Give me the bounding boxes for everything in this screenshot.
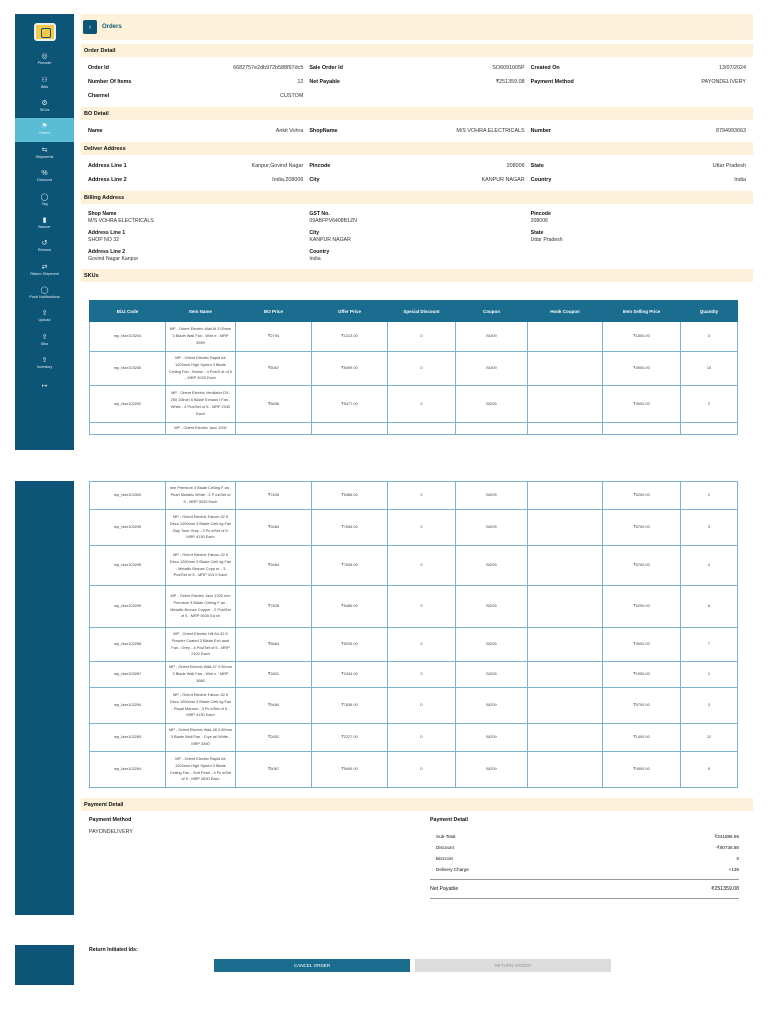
column-header: Coupon: [456, 301, 528, 322]
column-header: BO Price: [236, 301, 312, 322]
table-cell: ₹2794: [236, 322, 312, 352]
sidebar-item-label: Push Notifications: [29, 295, 60, 300]
table-cell: ₹4900.00: [603, 752, 681, 788]
table-cell: MP - Orient Electric Falcon 42 5 Deco 1200mm 3 Blade Ceili ng Fan - Royal Maroon - 3 Pc s/Set of 5 - MRP 4130 Each: [166, 688, 236, 724]
bo-name-field: Name Ankit Vohra: [88, 128, 304, 134]
table-row[interactable]: [90, 546, 738, 586]
table-cell: 5: [681, 752, 738, 788]
bo-number-field: Number 8794993663: [530, 128, 746, 134]
table-cell: MP - Orient Electric Rapid Air 1200mm High Speed 3 Blade Ceiling Fan - Soft Pearl - 4 Pc s/Set of 5 - MRP 2830 Each: [166, 752, 236, 788]
table-cell: BIZ09: [456, 386, 528, 423]
table-cell: ₹5700.00: [603, 688, 681, 724]
net-payable-row: Net Payable ₹251359.08: [430, 879, 739, 899]
number-of-items-field: Number Of Items 12: [88, 79, 304, 85]
table-cell: ₹1400.00: [603, 724, 681, 752]
table-row[interactable]: [90, 586, 738, 628]
table-cell: ₹5700.00: [603, 546, 681, 586]
table-cell: [681, 423, 738, 435]
nav-icon: ◯: [40, 193, 49, 201]
table-row[interactable]: [90, 724, 738, 752]
table-cell: MP - Orient Electric Jazz 1200: [166, 423, 236, 435]
table-cell: ₹5200.00: [603, 586, 681, 628]
table-cell: [528, 386, 603, 423]
nav-icon: ⇪: [41, 357, 48, 365]
nav-icon: ◯: [40, 287, 49, 295]
created-on-field: Created On 13/07/2024: [530, 65, 746, 71]
sidebar-item-label: Bills: [41, 84, 48, 89]
table-cell: ₹5067: [236, 352, 312, 386]
nav-icon: ▮: [42, 216, 47, 224]
sidebar-footer: [15, 945, 74, 985]
table-cell: BIZ09: [456, 510, 528, 546]
table-cell: MP - Orient Electric Jazz 1200 mm Premium 3 Blade Ceiling F an - Metallic Bronze Copper - 2 Pcs/Set of 5 - MRP 5030 Ea ch: [166, 586, 236, 628]
sidebar-item[interactable]: [15, 48, 74, 71]
table-cell: ₹7628: [236, 482, 312, 510]
table-cell: 12: [681, 724, 738, 752]
billing-shop-name: Shop Name M/S VOHRA ELECTRICALS: [88, 211, 154, 224]
nav-icon: ⇆: [41, 146, 48, 154]
sidebar-item-label: Inventory: [36, 365, 53, 370]
table-cell: BIZ09: [456, 322, 528, 352]
column-header: Item Selling Price: [603, 301, 681, 322]
table-cell: MP - Orient Electric Wall-fit 3 00mm 3 Blade Wall Fan - Whit e - MRP 3590: [166, 322, 236, 352]
nav-icon: ⇪: [41, 310, 48, 318]
table-cell: mp_bizz103295: [90, 510, 166, 546]
table-cell: ₹5486.00: [312, 586, 388, 628]
table-cell: [528, 546, 603, 586]
nav-icon: %: [41, 170, 48, 178]
table-cell: mp_bizz103299: [90, 586, 166, 628]
header-bar: [81, 14, 753, 40]
table-cell: [528, 510, 603, 546]
table-cell: [90, 423, 166, 435]
table-cell: [236, 423, 312, 435]
table-cell: ₹7636.00: [312, 688, 388, 724]
table-cell: BIZ09: [456, 482, 528, 510]
table-cell: 0: [388, 482, 456, 510]
table-cell: ₹4900.00: [603, 352, 681, 386]
return-order-button[interactable]: RETURN ORDER: [415, 959, 611, 972]
nav-icon: ⚇: [41, 76, 48, 84]
payment-line: Delivery Charge +139: [436, 867, 739, 872]
sidebar-continued: [15, 481, 74, 915]
billing-city: City KANPUR NAGAR: [309, 230, 351, 243]
column-header: Item Name: [166, 301, 236, 322]
table-cell: BIZ09: [456, 752, 528, 788]
table-cell: ₹5235.00: [312, 628, 388, 662]
table-cell: ₹2434.00: [312, 662, 388, 688]
sidebar-item[interactable]: [15, 118, 74, 141]
table-cell: mp_bizz103294: [90, 688, 166, 724]
table-row[interactable]: [90, 628, 738, 662]
table-cell: mp_bizz103288: [90, 628, 166, 662]
section-deliver-address: Deliver Address: [81, 142, 753, 155]
table-cell: 3: [681, 510, 738, 546]
table-cell: [528, 688, 603, 724]
table-cell: [528, 662, 603, 688]
table-cell: BIZ09: [456, 586, 528, 628]
sidebar-item-label: Pincode: [37, 61, 52, 66]
section-skus: SKUs: [81, 269, 753, 282]
sidebar-item[interactable]: [15, 282, 74, 305]
table-cell: ₹5486.00: [312, 482, 388, 510]
table-cell: 0: [388, 386, 456, 423]
table-cell: ₹9484: [236, 510, 312, 546]
table-cell: mm Premium 3 Blade Ceiling F an - Pearl Metallic White - 2 P cs/Set of 5 - MRP 5030 Each: [166, 482, 236, 510]
table-cell: [528, 352, 603, 386]
deliver-pincode-field: Pincode 208006: [309, 163, 525, 169]
table-cell: ₹7636.00: [312, 510, 388, 546]
table-cell: ₹1950.00: [603, 662, 681, 688]
table-cell: 2: [681, 482, 738, 510]
nav-icon: ◎: [41, 53, 48, 61]
table-cell: ₹1313.00: [312, 322, 388, 352]
table-cell: ₹9484: [236, 688, 312, 724]
sidebar-item-label: Sitor: [40, 341, 49, 346]
nav-icon: ⚙: [41, 99, 48, 107]
sidebar-item-label: Orders: [38, 131, 51, 136]
table-cell: [528, 482, 603, 510]
table-row[interactable]: [90, 322, 738, 352]
deliver-country-field: Country India: [530, 177, 746, 183]
billing-state: State Uttar Pradesh: [530, 230, 563, 243]
table-cell: 0: [388, 510, 456, 546]
column-header: Quantity: [681, 301, 738, 322]
table-cell: [603, 423, 681, 435]
app-logo[interactable]: [34, 23, 56, 41]
payment-summary-block: Payment Detail Sub-Total ₹341886.96 Discount -₹90736.88 Bizzcoin 0 Delivery Charge +139 Net Payable ₹251359.08: [406, 811, 753, 905]
sidebar-item[interactable]: [15, 305, 74, 328]
table-cell: ₹5700.00: [603, 510, 681, 546]
table-cell: ₹2227.00: [312, 724, 388, 752]
table-cell: MP - Orient Electric Falcon 42 5 Deco 1200mm 3 Blade Ceili ng Fan - Bay Tone Grey - 3 Pc s/Set of 5 - MRP 4130 Each: [166, 510, 236, 546]
nav-icon: ⚑: [41, 123, 48, 131]
table-cell: 3: [681, 688, 738, 724]
table-cell: MP - Orient Electric Wall-47 4 00mm 3 Blade Wall Fan - Whit e - MRP 3680: [166, 662, 236, 688]
table-cell: ₹5684: [236, 628, 312, 662]
table-cell: mp_bizz103264: [90, 752, 166, 788]
table-cell: ₹5067: [236, 752, 312, 788]
billing-country: Country India: [309, 249, 330, 262]
table-cell: 0: [388, 688, 456, 724]
table-cell: mp_bizz103255: [90, 352, 166, 386]
table-cell: 2: [681, 386, 738, 423]
table-cell: BIZ09: [456, 688, 528, 724]
deliver-line1-field: Address Line 1 Kanpur,Govind Nagar: [88, 163, 304, 169]
table-cell: [528, 322, 603, 352]
nav-icon: ⇪: [41, 333, 48, 341]
table-cell: 0: [388, 322, 456, 352]
page-title: Orders: [102, 24, 122, 30]
order-id-field: Order Id 6682757e2db972b588f97dc5: [88, 65, 304, 71]
payment-line: Bizzcoin 0: [436, 856, 739, 861]
cancel-order-button[interactable]: CANCEL ORDER: [214, 959, 410, 972]
payment-method-block: Payment Method PAYONDELIVERY: [89, 817, 133, 835]
sidebar-item[interactable]: [15, 235, 74, 258]
table-cell: ₹7636.00: [312, 546, 388, 586]
table-cell: 7: [681, 628, 738, 662]
sidebar-item-label: Shipments: [35, 154, 54, 159]
payment-line: Sub-Total ₹341886.96: [436, 833, 739, 839]
table-cell: BIZ09: [456, 546, 528, 586]
column-header: Hook Coupon: [528, 301, 603, 322]
sidebar-item[interactable]: [15, 212, 74, 235]
deliver-line2-field: Address Line 2 India,208006: [88, 177, 304, 183]
sidebar-item-label: Upload: [38, 318, 51, 323]
sidebar-item-label: Discount: [37, 178, 52, 183]
table-cell: ₹5656: [236, 386, 312, 423]
table-cell: BIZ09: [456, 724, 528, 752]
table-cell: ₹5499.00: [312, 352, 388, 386]
table-cell: mp_bizz103287: [90, 662, 166, 688]
nav-icon: ↦: [41, 383, 48, 391]
table-cell: ₹2652: [236, 724, 312, 752]
table-cell: MP - Orient Electric Ventilator DX-250 10inch 5 Blade Exhaus t Fan - White - 4 Pcs/Set of 5 - MRP 2240 Each: [166, 386, 236, 423]
sidebar-nav: [15, 48, 74, 399]
payment-method-field: Payment Method PAYONDELIVERY: [530, 79, 746, 85]
order-page: [81, 14, 753, 450]
table-cell: mp_bizz103300: [90, 482, 166, 510]
payment-line: Discount -₹90736.88: [436, 844, 739, 850]
section-bo-detail: BO Detail: [81, 107, 753, 120]
table-cell: ₹9484: [236, 546, 312, 586]
column-header: Special Discount: [388, 301, 456, 322]
sidebar: [15, 14, 74, 450]
table-cell: mp_bizz103295: [90, 546, 166, 586]
table-cell: ₹7628: [236, 586, 312, 628]
section-payment-detail: Payment Detail: [81, 798, 753, 811]
table-cell: [456, 423, 528, 435]
table-cell: 1: [681, 662, 738, 688]
table-row[interactable]: [90, 386, 738, 423]
table-cell: MP - Orient Electric Wall-48 4 00mm 3 Blade Wall Fan - Crys tal White - MRP 3360: [166, 724, 236, 752]
sidebar-item-label: Tag: [41, 201, 48, 206]
sidebar-item[interactable]: [15, 142, 74, 165]
table-cell: ₹5477.00: [312, 386, 388, 423]
sidebar-item-label: Returns: [37, 248, 52, 253]
table-cell: MP - Orient Electric Rapid Air 1200mm High Speed 3 Blade Ceiling Fan - Brown - 4 Pcs/S et of 5 - MRP 2030 Each: [166, 352, 236, 386]
table-cell: MP - Orient Electric Hill Air 42 5 Powder Coated 3 Blade Exh aust Fan - Grey - 4 Pcs/Set of 5 - MRP 2100 Each: [166, 628, 236, 662]
sidebar-item[interactable]: [15, 352, 74, 375]
deliver-state-field: State Uttar Pradesh: [530, 163, 746, 169]
table-cell: ₹2601: [236, 662, 312, 688]
sidebar-item[interactable]: [15, 95, 74, 118]
sidebar-item[interactable]: [15, 259, 74, 282]
return-initiated-label: Return Initiated Ids:: [89, 947, 138, 953]
table-cell: ₹5200.00: [603, 482, 681, 510]
section-order-detail: Order Detail: [81, 44, 753, 57]
table-cell: [388, 423, 456, 435]
sidebar-item[interactable]: [15, 375, 74, 398]
sidebar-item[interactable]: [15, 165, 74, 188]
sidebar-item[interactable]: [15, 71, 74, 94]
table-cell: mp_bizz103292: [90, 386, 166, 423]
table-cell: mp_bizz103204: [90, 322, 166, 352]
table-cell: [528, 586, 603, 628]
table-row[interactable]: [90, 423, 738, 435]
table-cell: 0: [388, 752, 456, 788]
nav-icon: ↺: [41, 240, 48, 248]
back-arrow-icon[interactable]: ‹: [83, 20, 97, 34]
order-actions: [81, 945, 753, 985]
sidebar-item-label: Return Shipment: [30, 271, 59, 276]
billing-pincode: Pincode 208006: [530, 211, 551, 224]
column-header: Offer Price: [312, 301, 388, 322]
table-cell: 4: [681, 546, 738, 586]
column-header: Bizz Code: [90, 301, 166, 322]
table-cell: [528, 628, 603, 662]
table-row[interactable]: [90, 662, 738, 688]
table-cell: BIZ09: [456, 352, 528, 386]
table-cell: ₹5499.00: [312, 752, 388, 788]
table-cell: ₹3900.00: [603, 628, 681, 662]
channel-field: Channel CUSTOM: [88, 93, 304, 99]
table-row[interactable]: [90, 752, 738, 788]
table-row[interactable]: [90, 510, 738, 546]
sale-order-id-field: Sale Order Id SO6091005P: [309, 65, 525, 71]
table-cell: mp_bizz103285: [90, 724, 166, 752]
sidebar-item[interactable]: [15, 329, 74, 352]
table-cell: 3: [681, 322, 738, 352]
sku-table: [89, 300, 738, 435]
table-cell: [528, 423, 603, 435]
sidebar-item-label: SKUs: [39, 107, 50, 112]
sidebar-item-label: Banner: [38, 224, 51, 229]
table-cell: 0: [388, 662, 456, 688]
sku-table-continued: [89, 481, 738, 788]
table-cell: 0: [388, 724, 456, 752]
table-row[interactable]: [90, 352, 738, 386]
billing-line1: Address Line 1 SHOP NO 32: [88, 230, 126, 243]
table-cell: 0: [388, 352, 456, 386]
table-cell: 15: [681, 352, 738, 386]
table-cell: 0: [388, 586, 456, 628]
table-cell: BIZ09: [456, 662, 528, 688]
table-row[interactable]: [90, 482, 738, 510]
table-cell: MP - Orient Electric Falcon 42 5 Deco 1200mm 3 Blade Ceili ng Fan - Metallic Bronze Copp er - 3 Pcs/Set of 5 - MRP 413 0 Each: [166, 546, 236, 586]
table-cell: [528, 752, 603, 788]
table-cell: 6: [681, 586, 738, 628]
table-cell: ₹3900.00: [603, 386, 681, 423]
order-page-continued: [81, 481, 753, 915]
sidebar-item[interactable]: [15, 188, 74, 211]
table-cell: 0: [388, 628, 456, 662]
section-billing-address: Billing Address: [81, 191, 753, 204]
net-payable-field: Net Payable ₹251359.08: [309, 79, 525, 85]
bo-shop-field: ShopName M/S VOHRA ELECTRICALS: [309, 128, 525, 134]
nav-icon: ⇄: [41, 263, 48, 271]
billing-line2: Address Line 2 Govind Nagar Kanpur: [88, 249, 139, 262]
deliver-city-field: City KANPUR NAGAR: [309, 177, 525, 183]
table-row[interactable]: [90, 688, 738, 724]
table-cell: [528, 724, 603, 752]
table-cell: ₹1500.00: [603, 322, 681, 352]
table-cell: 0: [388, 546, 456, 586]
table-cell: BIZ09: [456, 628, 528, 662]
table-cell: [312, 423, 388, 435]
billing-gst-no: GST No. 09ABFPV6408B1ZN: [309, 211, 357, 224]
